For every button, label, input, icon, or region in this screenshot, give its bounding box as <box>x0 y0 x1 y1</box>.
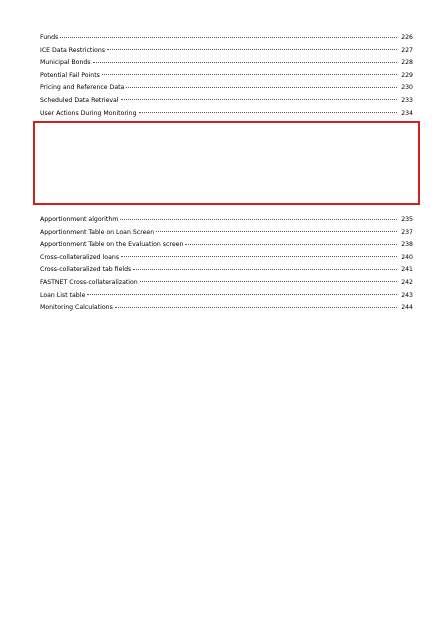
toc-entry[interactable] <box>40 277 413 290</box>
toc-entry-title: Potential Fail Points <box>40 71 100 79</box>
redaction-highlight-box <box>33 121 420 205</box>
toc-entry-page-number: 243 <box>401 291 413 299</box>
toc-entry-page-number: 226 <box>401 34 413 41</box>
toc-dot-leader <box>156 231 397 232</box>
toc-entry[interactable] <box>40 108 413 121</box>
toc-entry-title: ICE Data Restrictions <box>40 46 105 54</box>
toc-dot-leader <box>185 244 397 245</box>
toc-dot-leader <box>60 37 397 38</box>
toc-dot-leader <box>107 49 397 50</box>
toc-entry[interactable] <box>40 45 413 58</box>
toc-entry[interactable] <box>40 252 413 265</box>
toc-dot-leader <box>126 87 397 88</box>
toc-dot-leader <box>121 99 397 100</box>
toc-entry-page-number: 227 <box>401 46 413 54</box>
toc-entry-page-number: 241 <box>401 266 413 274</box>
toc-dot-leader <box>121 256 397 257</box>
toc-dot-leader <box>120 219 397 220</box>
table-of-contents-section-1 <box>40 32 413 120</box>
toc-entry-page-number: 230 <box>401 84 413 92</box>
toc-entry[interactable] <box>40 239 413 252</box>
toc-entry[interactable] <box>40 264 413 277</box>
toc-entry-page-number: 240 <box>401 253 413 261</box>
toc-entry[interactable] <box>40 302 413 315</box>
toc-entry-page-number: 238 <box>401 241 413 249</box>
toc-entry[interactable] <box>40 82 413 95</box>
toc-entry-title: Cross-collateralized tab fields <box>40 266 132 274</box>
toc-entry-page-number: 237 <box>401 228 413 236</box>
toc-entry-title: User Actions During Monitoring <box>40 109 137 117</box>
toc-entry-page-number: 242 <box>401 278 413 286</box>
toc-entry[interactable] <box>40 214 413 227</box>
toc-dot-leader <box>139 112 398 113</box>
toc-entry-title: Loan List table <box>40 291 86 299</box>
toc-entry-title: Monitoring Calculations <box>40 304 113 312</box>
toc-dot-leader <box>93 62 397 63</box>
toc-entry-page-number: 235 <box>401 216 413 223</box>
toc-entry-title: Municipal Bonds <box>40 59 91 67</box>
toc-entry-page-number: 244 <box>401 304 413 312</box>
toc-entry-title: Cross-collateralized loans <box>40 253 120 261</box>
toc-dot-leader <box>115 307 397 308</box>
toc-entry-title: Funds <box>40 34 59 41</box>
toc-entry-title: Apportionment Table on Loan Screen <box>40 228 155 236</box>
toc-entry[interactable] <box>40 290 413 303</box>
toc-entry[interactable] <box>40 57 413 70</box>
toc-entry-page-number: 233 <box>401 96 413 104</box>
toc-dot-leader <box>87 294 397 295</box>
toc-entry-page-number: 229 <box>401 71 413 79</box>
toc-dot-leader <box>133 269 397 270</box>
toc-entry-page-number: 234 <box>401 109 413 117</box>
toc-entry-page-number: 228 <box>401 59 413 67</box>
toc-dot-leader <box>140 281 397 282</box>
table-of-contents-section-2 <box>40 214 413 315</box>
toc-entry-title: FASTNET Cross-collateralization <box>40 278 138 286</box>
toc-entry[interactable] <box>40 32 413 45</box>
toc-entry-title: Apportionment algorithm <box>40 216 119 223</box>
toc-entry-title: Scheduled Data Retrieval <box>40 96 119 104</box>
toc-dot-leader <box>102 74 397 75</box>
toc-entry[interactable] <box>40 70 413 83</box>
toc-entry-title: Apportionment Table on the Evaluation screen <box>40 241 184 249</box>
toc-entry[interactable] <box>40 95 413 108</box>
toc-entry-title: Pricing and Reference Data <box>40 84 125 92</box>
toc-entry[interactable] <box>40 227 413 240</box>
